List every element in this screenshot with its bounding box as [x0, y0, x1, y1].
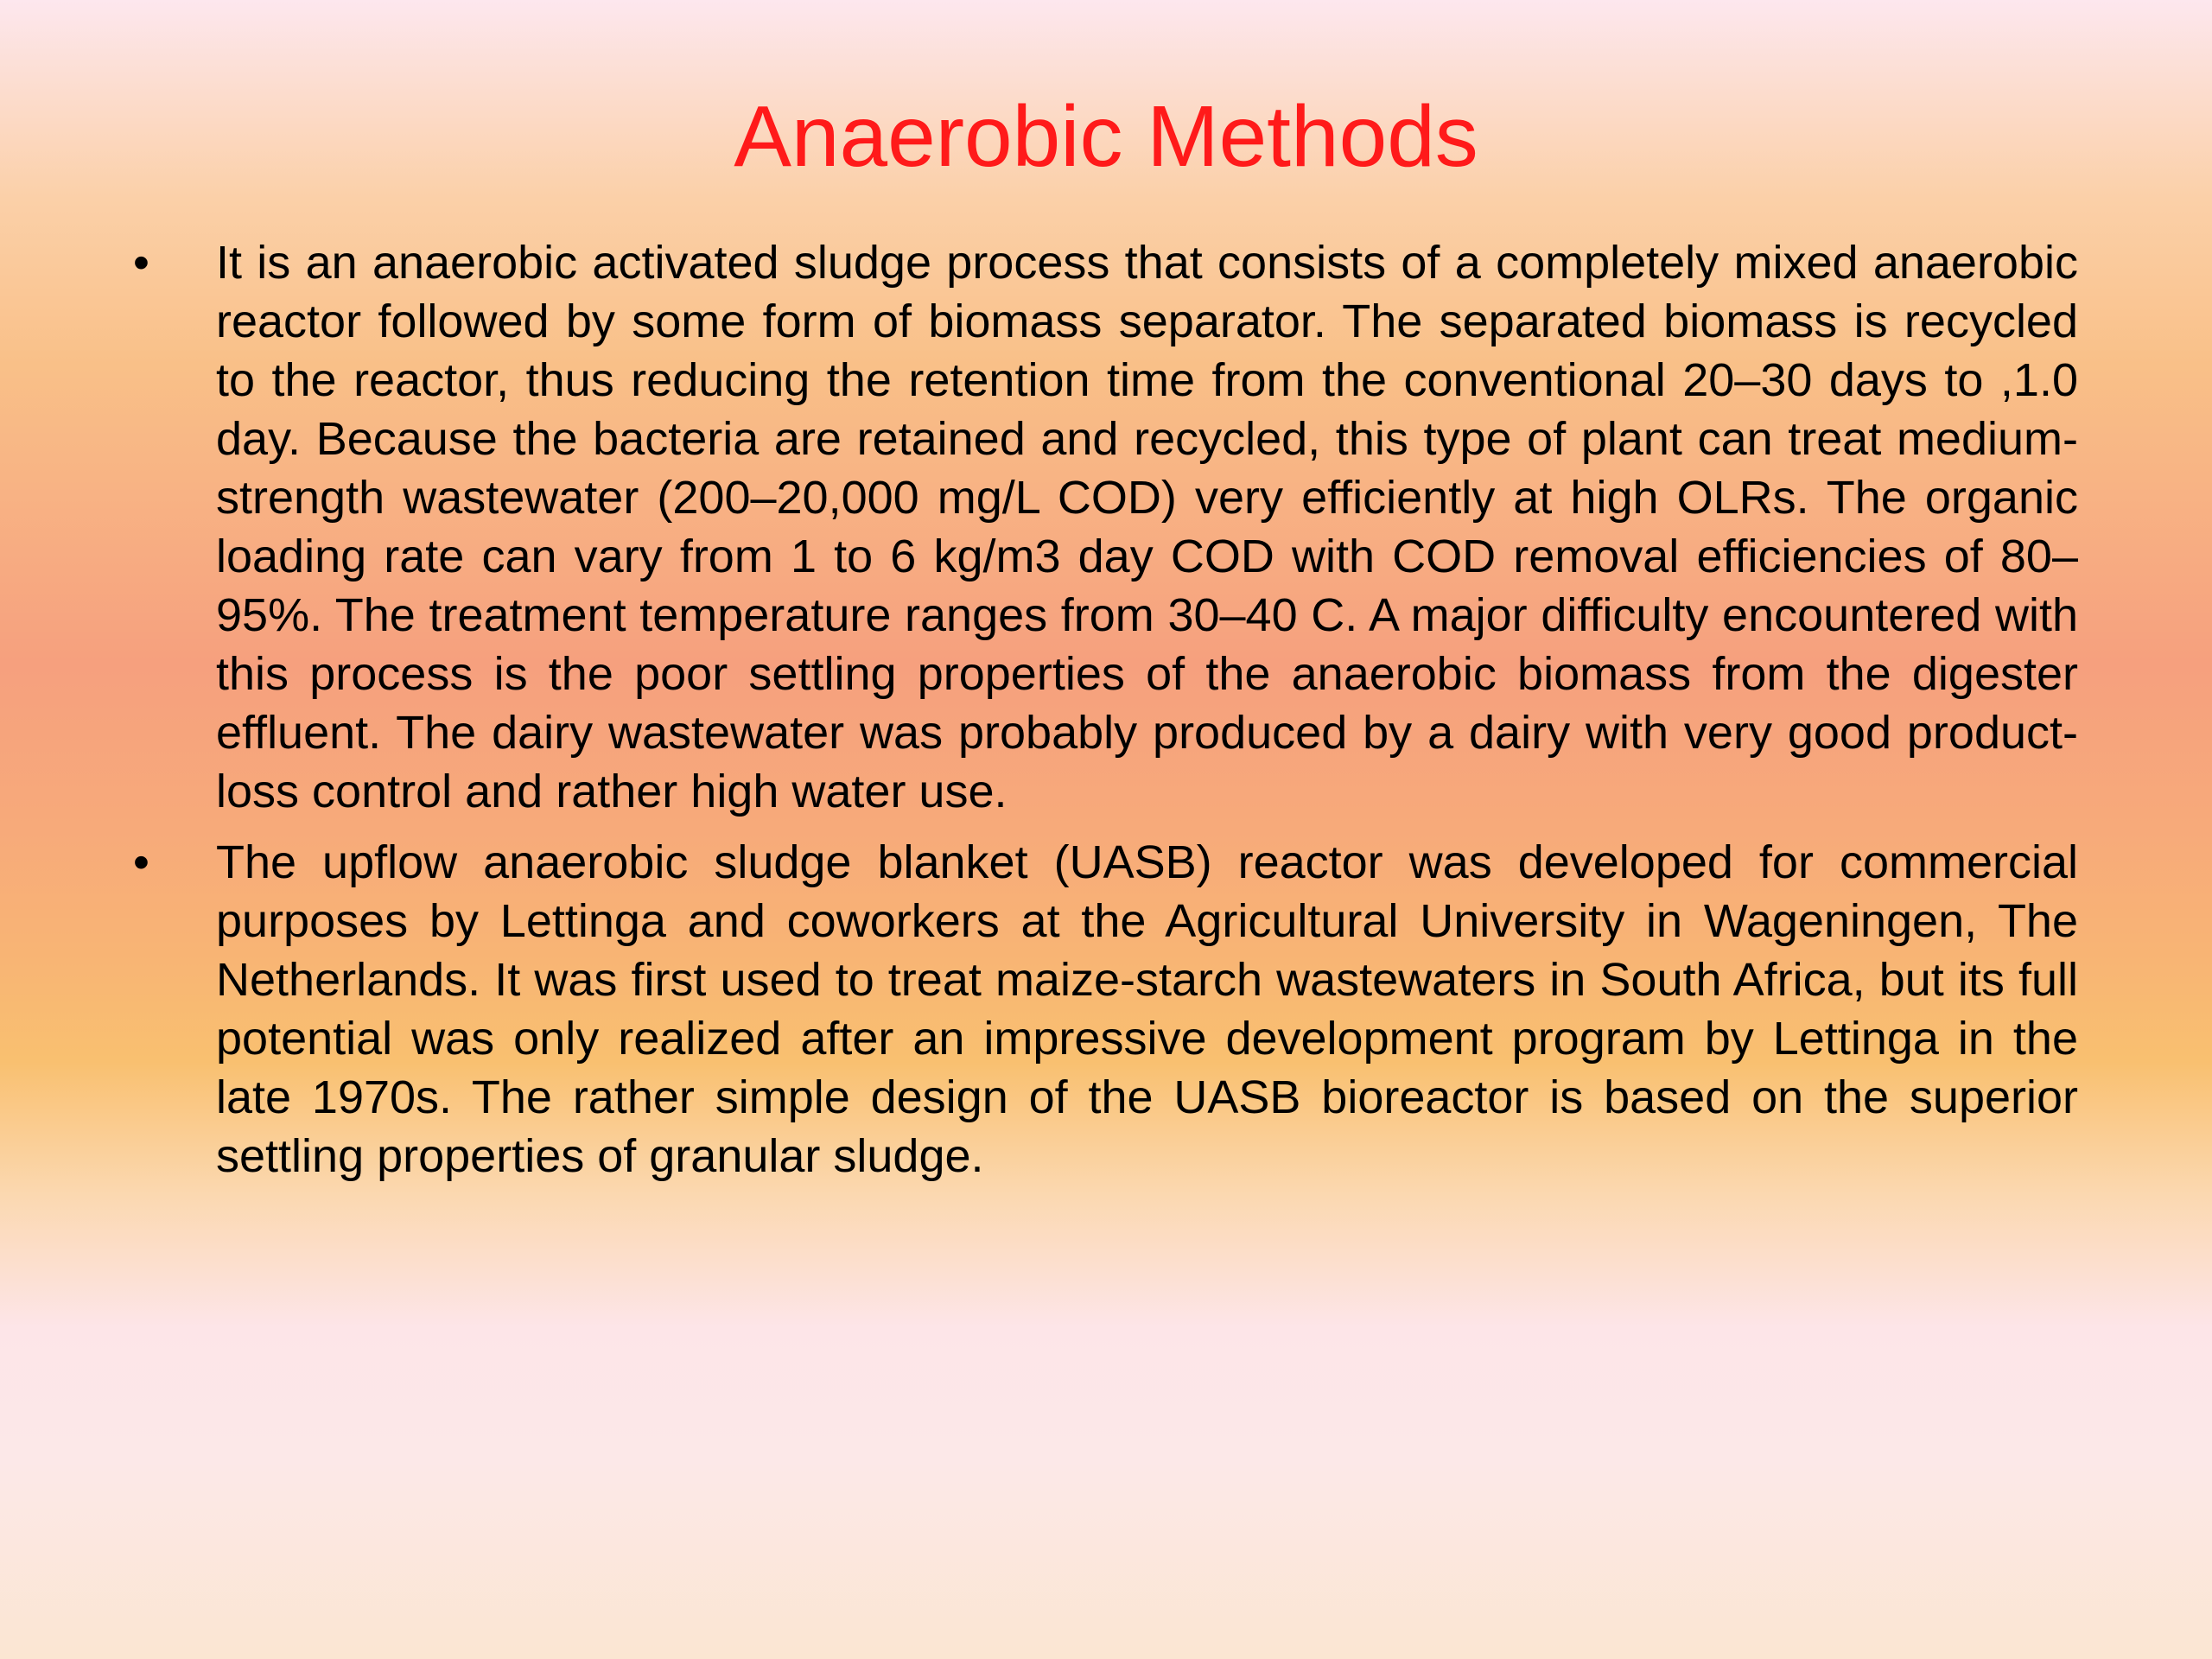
- bullet-text: It is an anaerobic activated sludge process that consists of a completely mixed anaerobic reactor followed by some form of biomass separator. The separated biomass is recycled to the reactor, thus reducing the retention time from the conventional 20–30 days to ,1.0 day. Because the bacteria are retained and recycled, this type of plant can treat medium-strength wastewater (200–20,000 mg/L COD) very efficiently at high OLRs. The organic loading rate can vary from 1 to 6 kg/m3 day COD with COD removal efficiencies of 80–95%. The treatment temperature ranges from 30–40 C. A major difficulty encountered with this process is the poor settling properties of the anaerobic biomass from the digester effluent. The dairy wastewater was probably produced by a dairy with very good product-loss control and rather high water use.: [216, 237, 2078, 817]
- bullet-icon: •: [133, 237, 149, 289]
- bullet-list: [130, 233, 2078, 1198]
- bullet-text: The upflow anaerobic sludge blanket (UASB) reactor was developed for commercial purposes by Lettinga and coworkers at the Agricultural University in Wageningen, The Netherlands. It was first used to treat maize-starch wastewaters in South Africa, but its full potential was only realized after an impressive development program by Lettinga in the late 1970s. The rather simple design of the UASB bioreactor is based on the superior settling properties of granular sludge.: [216, 836, 2078, 1182]
- slide-title: Anaerobic Methods: [734, 88, 1478, 185]
- bullet-icon: •: [133, 836, 149, 888]
- bullet-item: [130, 233, 2078, 821]
- bullet-item: [130, 833, 2078, 1185]
